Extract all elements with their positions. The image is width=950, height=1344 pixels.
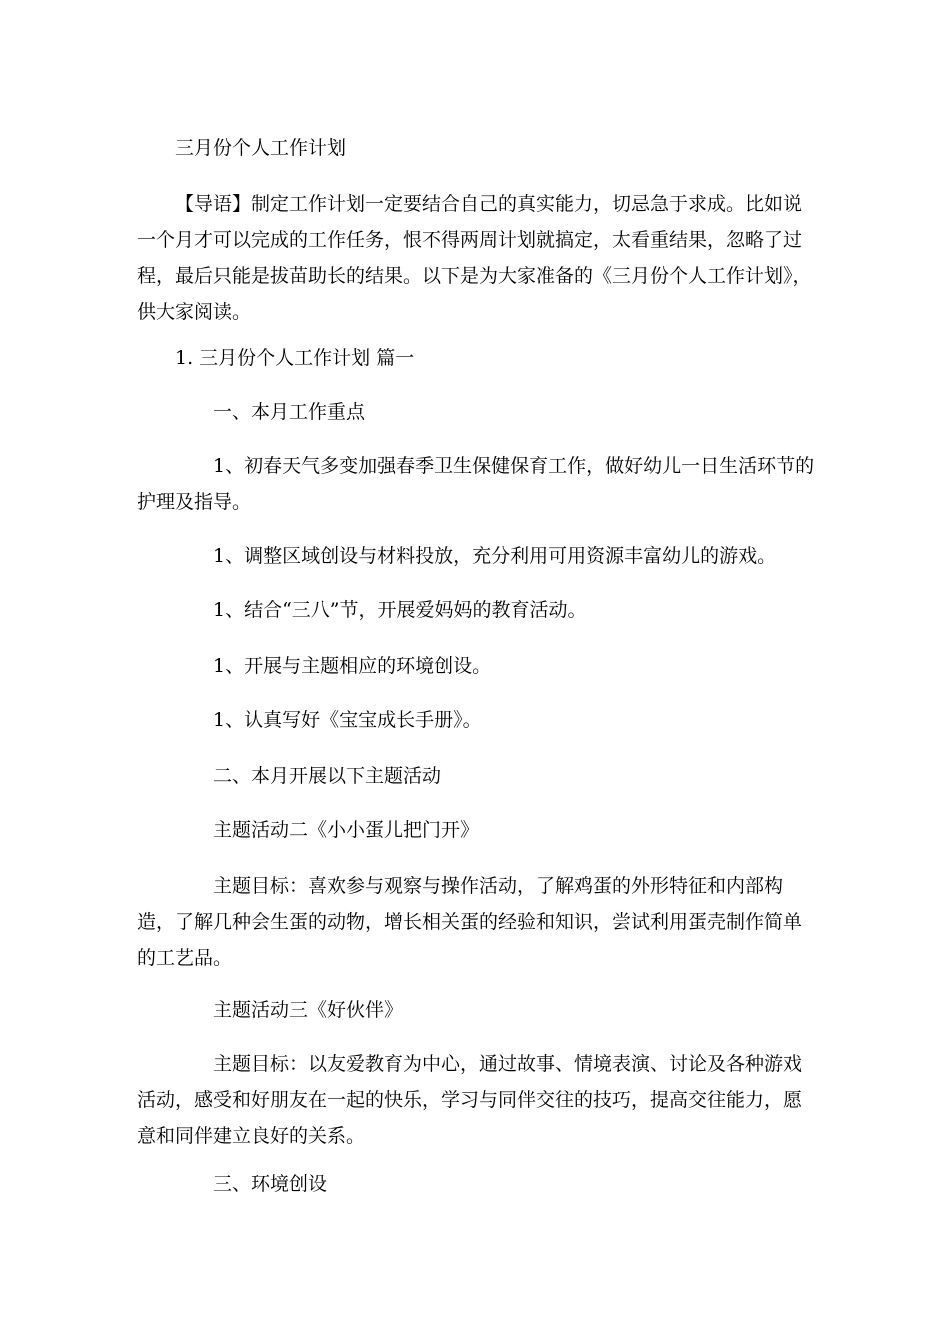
activity-three-title: 主题活动三《好伙伴》 xyxy=(213,999,404,1021)
intro-paragraph: 【导语】制定工作计划一定要结合自己的真实能力，切忌急于求成。比如说一个月才可以完成的工作任务，恨不得两周计划就搞定，太看重结果，忽略了过程，最后只能是拔苗助长的结果。以下是为大家准备的《三月份个人工作计划》，供大家阅读。 xyxy=(137,193,812,323)
work-item-1: 1、初春天气多变加强春季卫生保健保育工作，做好幼儿一日生活环节的护理及指导。 xyxy=(137,455,815,513)
work-item-4: 1、开展与主题相应的环境创设。 xyxy=(213,655,492,677)
activity-three-goal: 主题目标：以友爱教育为中心，通过故事、情境表演、讨论及各种游戏活动，感受和好朋友在一起的快乐，学习与同伴交往的技巧，提高交往能力，愿意和同伴建立良好的关系。 xyxy=(137,1053,803,1147)
activity-two-goal: 主题目标：喜欢参与观察与操作活动，了解鸡蛋的外形特征和内部构造，了解几种会生蛋的动物，增长相关蛋的经验和知识，尝试利用蛋壳制作简单的工艺品。 xyxy=(137,875,803,969)
work-item-2: 1、调整区域创设与材料投放，充分利用可用资源丰富幼儿的游戏。 xyxy=(213,545,777,567)
part-one-heading: 一、本月工作重点 xyxy=(213,401,366,423)
section-heading: 1. 三月份个人工作计划 篇一 xyxy=(175,347,415,369)
work-item-3: 1、结合“三八”节，开展爱妈妈的教育活动。 xyxy=(213,599,587,621)
part-three-heading: 三、环境创设 xyxy=(213,1173,328,1195)
part-two-heading: 二、本月开展以下主题活动 xyxy=(213,765,442,787)
activity-two-title: 主题活动二《小小蛋儿把门开》 xyxy=(213,819,480,841)
work-item-5: 1、认真写好《宝宝成长手册》。 xyxy=(213,709,482,731)
document-title: 三月份个人工作计划 xyxy=(175,137,347,159)
